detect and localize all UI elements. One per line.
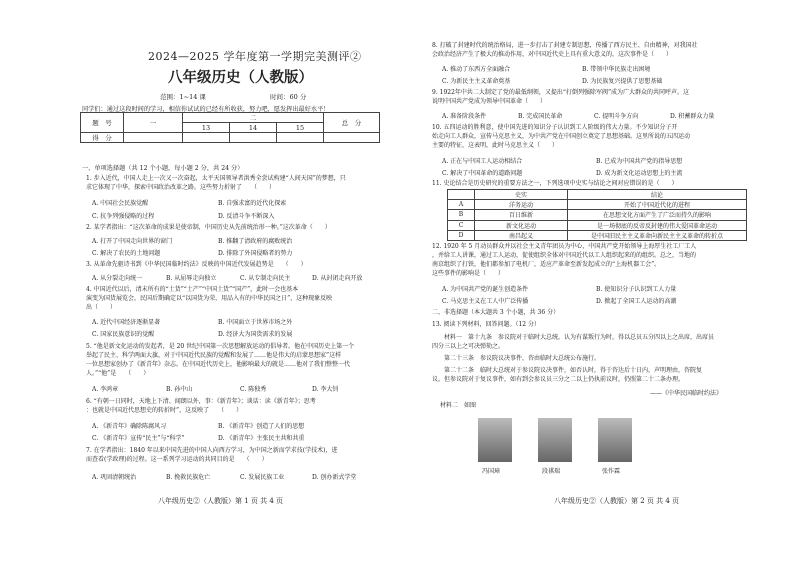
table-cell: 在思想文化方面产生了广泛而持久的影响	[568, 210, 747, 220]
q12-option-b[interactable]: B. 使知识分子认识到工人力量	[596, 286, 677, 293]
portrait-zhang-zuolin	[598, 418, 632, 462]
q12-option-d[interactable]: D. 掀起了全国工人运动的高潮	[596, 298, 677, 305]
question-10-line: 始走向工人群众，宣传马克思主义，为中共产党在中国创立奠定了思想基础。这里所说的五四运动	[432, 133, 691, 140]
q4-option-c[interactable]: C. 国家民族意识的觉醒	[92, 331, 155, 338]
score-cell[interactable]	[183, 133, 230, 143]
q3-option-d[interactable]: D. 从封闭走向开放	[312, 275, 363, 282]
table-cell: 新文化运动	[475, 220, 568, 230]
q6-option-a[interactable]: A. 《新青年》确除陈腐风习	[92, 423, 167, 430]
table-cell: 百日维新	[475, 210, 568, 220]
question-10-line: 主要的特征，这表明，此时马克思主义（ ）	[432, 142, 559, 149]
question-7-line: 而查看(学政理)的过程。这一系列学习运动的共同目的是 （ ）	[86, 456, 268, 463]
question-8-line: 8. 打破了封建时代的统治格局，进一步打击了封建专制思想，传播了西方民主、自由精神，对我国社	[432, 42, 698, 49]
question-12-line: 南京组织了打铁，他们都参加了电机厂，适应产革命至新发起成立的“上海机器工会”。	[432, 261, 661, 268]
q1-option-d[interactable]: D. 反清斗争不断深入	[218, 213, 275, 220]
table-cell: 开始了中国近代化的进程	[568, 200, 747, 210]
q8-option-b[interactable]: B. 带领中华民族走出困境	[582, 66, 651, 73]
question-3-line: 3. 从革命先驱诗书到《中华民国临时约法》反映的中国近代发展趋势是 （ ）	[86, 261, 307, 268]
q7-option-c[interactable]: C. 发展民族工业	[240, 474, 285, 481]
score-cell[interactable]	[324, 133, 380, 143]
score-sub-col: 14	[230, 123, 277, 133]
q1-option-a[interactable]: A. 中国社会民族觉醒	[92, 200, 149, 207]
question-4-line: 4. 中国近代以后，清末所有的“土货”“土产”“中国土货”“国产”，此时一会也基本	[86, 286, 299, 293]
q5-option-d[interactable]: D. 李大钊	[312, 386, 339, 393]
table-row	[448, 200, 747, 210]
q2-option-b[interactable]: B. 推翻了清政府的腐败统治	[218, 238, 293, 245]
table-row	[448, 230, 747, 240]
score-cell[interactable]	[277, 133, 324, 143]
table-header-row	[448, 190, 747, 200]
q3-option-a[interactable]: A. 从分裂走向统一	[92, 275, 143, 282]
q6-option-d[interactable]: D. 《新青年》主张民主共和共重	[218, 435, 305, 442]
q10-option-d[interactable]: D. 成为新文化运动思想上的主流	[596, 170, 683, 177]
q6-option-c[interactable]: C. 《新青年》宣传“民主”与“科学”	[92, 435, 185, 442]
q1-option-c[interactable]: C. 抗争列强侵略的过程	[92, 213, 155, 220]
score-col-two: 二	[183, 113, 324, 123]
table-header: 史实	[475, 190, 568, 200]
time-text: 时间：60 分	[270, 93, 307, 101]
page-footer-1: 八年级历史②（人教版）第 1 页 共 4 页	[158, 497, 284, 505]
score-table	[80, 112, 380, 143]
score-row-label: 题 号	[81, 113, 124, 133]
question-9-line: 9. 1922年中共二大制定了党的最低纲领，又提出“打倒列强除军阀”成为广大群众的共同呼声。这	[432, 89, 690, 96]
q12-option-a[interactable]: A. 为中国共产党的诞生创造条件	[442, 286, 529, 293]
table-cell: 是一场彻底的反帝反封建的伟大爱国革命运动	[568, 220, 747, 230]
scope-text: 范围：1~14 课	[160, 93, 206, 101]
material-2-label: 材料二 如图	[440, 402, 477, 409]
material-1-line: 材料一 第十九条 参议院对于临时大总统，认为有谋叛行为时，得以总员五分四以上之出席，出席员	[444, 334, 715, 341]
section-two-heading: 二、非选择题（本大题共 3 个小题，共 36 分）	[432, 309, 560, 316]
question-4-line: 出（ ）	[86, 304, 117, 311]
question-12-line: 12. 1920 年 5 月动员群众并以社会主义青年团员为中心，中国共产党开始领导上海厚生社工厂工人	[432, 243, 697, 250]
q3-option-c[interactable]: C. 从专制走向民主	[240, 275, 291, 282]
q8-option-d[interactable]: D. 为民族复兴提供了思想基础	[582, 78, 663, 85]
q9-option-d[interactable]: D. 积蓄群众力量	[670, 113, 715, 120]
q7-option-b[interactable]: B. 挽救民族危亡	[166, 474, 211, 481]
q9-option-a[interactable]: A. 准备阶段条件	[442, 113, 487, 120]
table-header	[448, 190, 475, 200]
q2-option-a[interactable]: A. 打开了中国走向世界的窗门	[92, 238, 173, 245]
page-footer-2: 八年级历史②（人教版）第 2 页 共 4 页	[554, 497, 680, 505]
q5-option-b[interactable]: B. 孙中山	[166, 386, 193, 393]
question-6-line: 6. “有朝一日同时，天地上下清、闻朗以外，事：《新青年》；谈话：读《新青年》；思考	[86, 398, 316, 405]
q8-option-c[interactable]: C. 为新民主主义革命奠基	[442, 78, 511, 85]
q4-option-d[interactable]: D. 经济大为国货需求的发展	[218, 331, 293, 338]
q10-option-a[interactable]: A. 正在与中国工人运动相结合	[442, 158, 523, 165]
q12-option-c[interactable]: C. 马克思主义在工人中广泛传播	[442, 298, 529, 305]
q9-option-b[interactable]: B. 完成国民革命	[518, 113, 563, 120]
score-row2-label: 得 分	[81, 133, 124, 143]
score-cell[interactable]	[124, 133, 183, 143]
material-1-line: 议。但参议院对于复议事件，如有到会参议员三分之二以上仍执前议时，仍照第二十二条办理。	[432, 376, 685, 383]
question-12-line: 这些事件的影响是（ ）	[432, 270, 505, 277]
page-title: 八年级历史（人教版）	[168, 70, 313, 86]
question-5-line: 人。”“他”是 （ ）	[86, 370, 150, 377]
question-8-line: 会政治经济产生了极大的推动作用，对中国近代史上具有重大意义的，这次事件是（ ）	[432, 51, 673, 58]
question-13-heading: 13. 阅读下列材料，回答问题。（12 分）	[432, 321, 540, 328]
q6-option-b[interactable]: B. 《新青年》创造了人们的思想	[218, 423, 305, 430]
question-5-line: 5. “他是新文化运动的发起者，是 20 世纪中国第一次思想解放运动的倡导者。他在中国历史上第一个	[86, 343, 355, 350]
question-2-line: 2. 某学者指出：“这次革命的成果是使帝制，中国历史从先前统治形一种。”这次革命（ ）	[86, 224, 331, 231]
table-row	[448, 210, 747, 220]
table-cell: B	[448, 210, 475, 220]
q5-option-a[interactable]: A. 李鸿章	[92, 386, 119, 393]
question-10-line: 10. 五四运动的胜利意，使中国先进的知识分子认识到工人阶级的伟大力量。不少知识分子开	[432, 124, 678, 131]
q2-option-c[interactable]: C. 解决了农民的土地问题	[92, 250, 161, 257]
q9-option-c[interactable]: C. 提明斗争方向	[594, 113, 639, 120]
table-cell: 是中国旧民主主义革命向新民主主义革命的转折点	[568, 230, 747, 240]
question-6-line: ：也就是中国近代思想史的转折时”，这反映了 （ ）	[86, 407, 243, 414]
question-1-line: 1. 步入近代，中国人走上一次又一次奋起，太平天国领导者洪秀全尝试构建“人间天国”的梦想，只	[86, 175, 346, 182]
question-12-line: ，并给工人讲课，通过工人运动，促使组织全体对中国近代以工人组织起来的的组织。总之，当地的	[432, 252, 697, 259]
question-7-line: 7. 在学者指出：1840 年以来中国先进的中国人向西方学习，为中国之新而学求技(学技术)，进	[86, 447, 338, 454]
score-sub-col: 13	[183, 123, 230, 133]
score-col-total: 总 分	[324, 113, 380, 133]
material-1-line: 第二十二条 临时大总统对于参议院议决事件，如否认时，得于咨达后十日内，声明理由，咨院复	[444, 367, 703, 374]
question-11-line: 11. 史论结合是历史研究的重要方法之一，下列选项中史实与结论之间对应错误的是（ ）	[432, 180, 678, 187]
portrait-feng-guozhang	[478, 418, 512, 462]
question-5-line: 举起了民主、科学两面大旗，对于中国近代民族的觉醒和发展了……他是伟大的启蒙思想家”这样	[86, 352, 342, 359]
question-1-line: 求它体现了中华，探索中国政治改革之路。这些努力折射了 （ ）	[86, 184, 276, 191]
table-cell: D	[448, 230, 475, 240]
q8-option-a[interactable]: A. 推动了东西方全面融合	[442, 66, 511, 73]
material-1-line: 第二十三条 参议院议决事件，咨由临时大总统公布施行。	[444, 355, 601, 362]
q10-option-c[interactable]: C. 解决了中国革命的道路问题	[442, 170, 523, 177]
question-5-line: 一位思想家创办了《新青年》杂志。在中国近代历史上，他影响最大的就是……他对了我们整整一代	[86, 361, 351, 368]
question-9-line: 说明中国共产党成为领导中国革命（ ）	[432, 98, 547, 105]
score-cell[interactable]	[230, 133, 277, 143]
table-cell: 洋务运动	[475, 200, 568, 210]
score-col-one: 一	[124, 113, 183, 133]
q4-option-b[interactable]: B. 中国面立于世界市场之外	[218, 319, 293, 326]
q2-option-d[interactable]: D. 排除了外国侵略者的势力	[218, 250, 293, 257]
history-table	[447, 189, 747, 241]
table-row	[448, 220, 747, 230]
q10-option-b[interactable]: B. 已成为中国共产党的指导思想	[596, 158, 683, 165]
exam-header: 2024—2025 学年度第一学期完美测评②	[148, 50, 362, 63]
score-sub-col: 15	[277, 123, 324, 133]
q4-option-a[interactable]: A. 近代中国经济逐渐显著	[92, 319, 161, 326]
portrait-caption: 段祺瑞	[542, 468, 561, 475]
material-1-line: 四分三以上之可决弹劾之。	[432, 343, 505, 350]
table-cell: A	[448, 200, 475, 210]
q3-option-b[interactable]: B. 从屈辱走向独立	[166, 275, 217, 282]
q1-option-b[interactable]: B. 自强求富的近代化探索	[218, 200, 287, 207]
table-cell: 南昌起义	[475, 230, 568, 240]
material-1-source: ——《中华民国临时约法》	[650, 390, 723, 397]
table-header: 结论	[568, 190, 747, 200]
portrait-caption: 冯国璋	[482, 468, 501, 475]
q7-option-a[interactable]: A. 巩固清朝统治	[92, 474, 137, 481]
portrait-caption: 张作霖	[602, 468, 621, 475]
q7-option-d[interactable]: D. 创办新式学堂	[312, 474, 357, 481]
student-note: 同学们：通过这段时间的学习，相信你试试的已经有所收获，努力吧，愿发挥出最好水平！	[82, 106, 330, 113]
table-cell: C	[448, 220, 475, 230]
section-one-heading: 一、单项选择题（共 12 个小题，每小题 2 分，共 24 分）	[82, 165, 244, 172]
portrait-duan-qirui	[538, 418, 572, 462]
q5-option-c[interactable]: C. 陈独秀	[240, 386, 267, 393]
question-4-line: 演变为国货展览会，民国后期确定以“以国货为荣，用品入有的中华民国之日”，这种现象反映	[86, 295, 333, 302]
